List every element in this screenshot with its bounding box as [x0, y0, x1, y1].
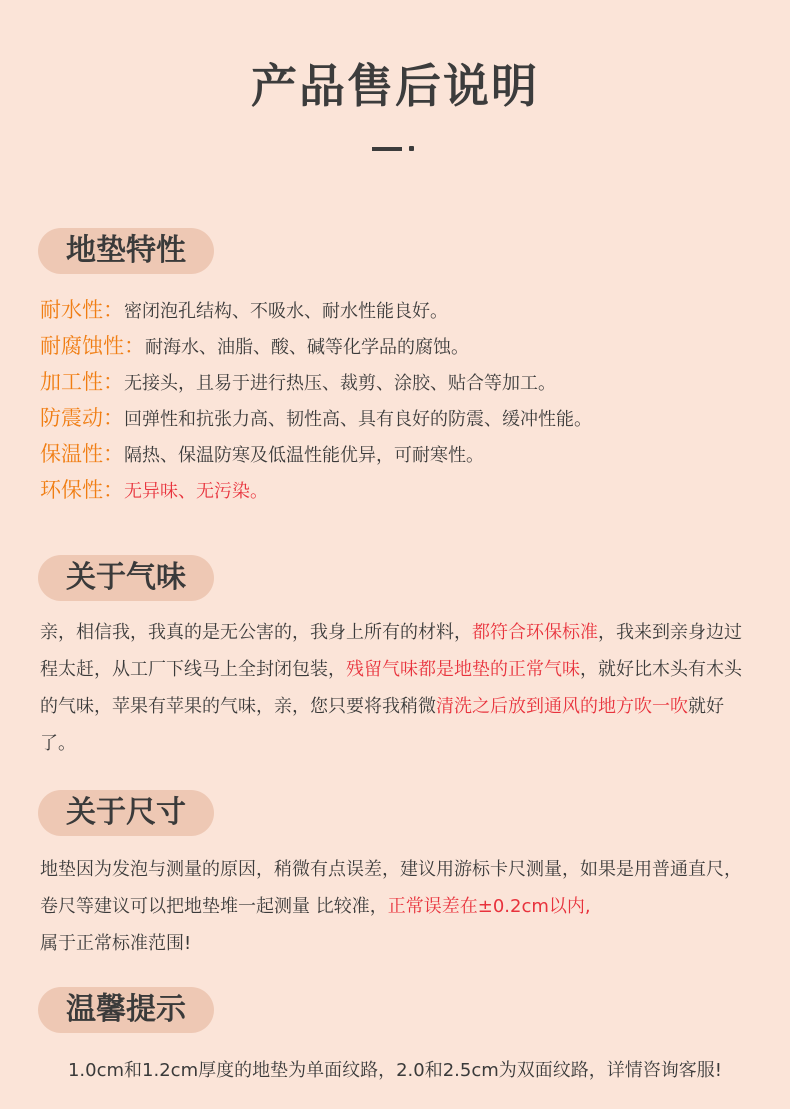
size-highlight: 正常误差在±0.2cm以内,: [387, 896, 591, 917]
feature-item: [40, 478, 268, 504]
odor-text: ，我来到亲身边过程太赶，从工厂下线马上全封闭包装，: [40, 622, 742, 680]
feature-item: [40, 334, 469, 360]
feature-key: 耐腐蚀性：: [40, 334, 145, 358]
size-paragraph: [40, 851, 752, 962]
divider-dot: [409, 146, 414, 151]
page-title: 产品售后说明: [251, 59, 539, 113]
feature-item: [40, 298, 448, 324]
odor-highlight: 都符合环保标准: [472, 622, 598, 643]
feature-value: 无异味、无污染。: [124, 481, 268, 502]
feature-key: 耐水性：: [40, 298, 124, 322]
feature-key: 保温性：: [40, 442, 124, 466]
size-text: 地垫因为发泡与测量的原因，稍微有点误差，建议用游标卡尺测量，如果是用普通直尺，卷尺等建议可以把地垫堆一起测量 比较准，: [40, 859, 742, 917]
feature-value: 回弹性和抗张力高、韧性高、具有良好的防震、缓冲性能。: [124, 409, 592, 430]
feature-value: 隔热、保温防寒及低温性能优异，可耐寒性。: [124, 445, 484, 466]
features-heading: 地垫特性: [38, 228, 214, 274]
odor-text: 亲，相信我，我真的是无公害的，我身上所有的材料，: [40, 622, 472, 643]
title-divider: [372, 144, 418, 154]
odor-paragraph: [40, 614, 752, 762]
odor-text: ，就好比木头有木头的气味，苹果有苹果的气味，亲，您只要将我稍微: [40, 659, 742, 717]
odor-text: 就好了。: [40, 696, 724, 754]
feature-item: [40, 370, 556, 396]
odor-highlight: 残留气味都是地垫的正常气味: [346, 659, 580, 680]
feature-key: 防震动：: [40, 406, 124, 430]
feature-item: [40, 442, 484, 468]
odor-heading: 关于气味: [38, 555, 214, 601]
tips-text: 1.0cm和1.2cm厚度的地垫为单面纹路，2.0和2.5cm为双面纹路，详情咨询客服!: [67, 1060, 722, 1081]
feature-value: 密闭泡孔结构、不吸水、耐水性能良好。: [124, 301, 448, 322]
size-text: 属于正常标准范围!: [40, 933, 192, 954]
feature-item: [40, 406, 592, 432]
feature-value: 无接头，且易于进行热压、裁剪、涂胶、贴合等加工。: [124, 373, 556, 394]
tips-heading: 温馨提示: [38, 987, 214, 1033]
feature-value: 耐海水、油脂、酸、碱等化学品的腐蚀。: [145, 337, 469, 358]
feature-key: 加工性：: [40, 370, 124, 394]
divider-bar: [372, 147, 402, 151]
size-heading: 关于尺寸: [38, 790, 214, 836]
odor-highlight: 清洗之后放到通风的地方吹一吹: [436, 696, 688, 717]
feature-key: 环保性：: [40, 478, 124, 502]
